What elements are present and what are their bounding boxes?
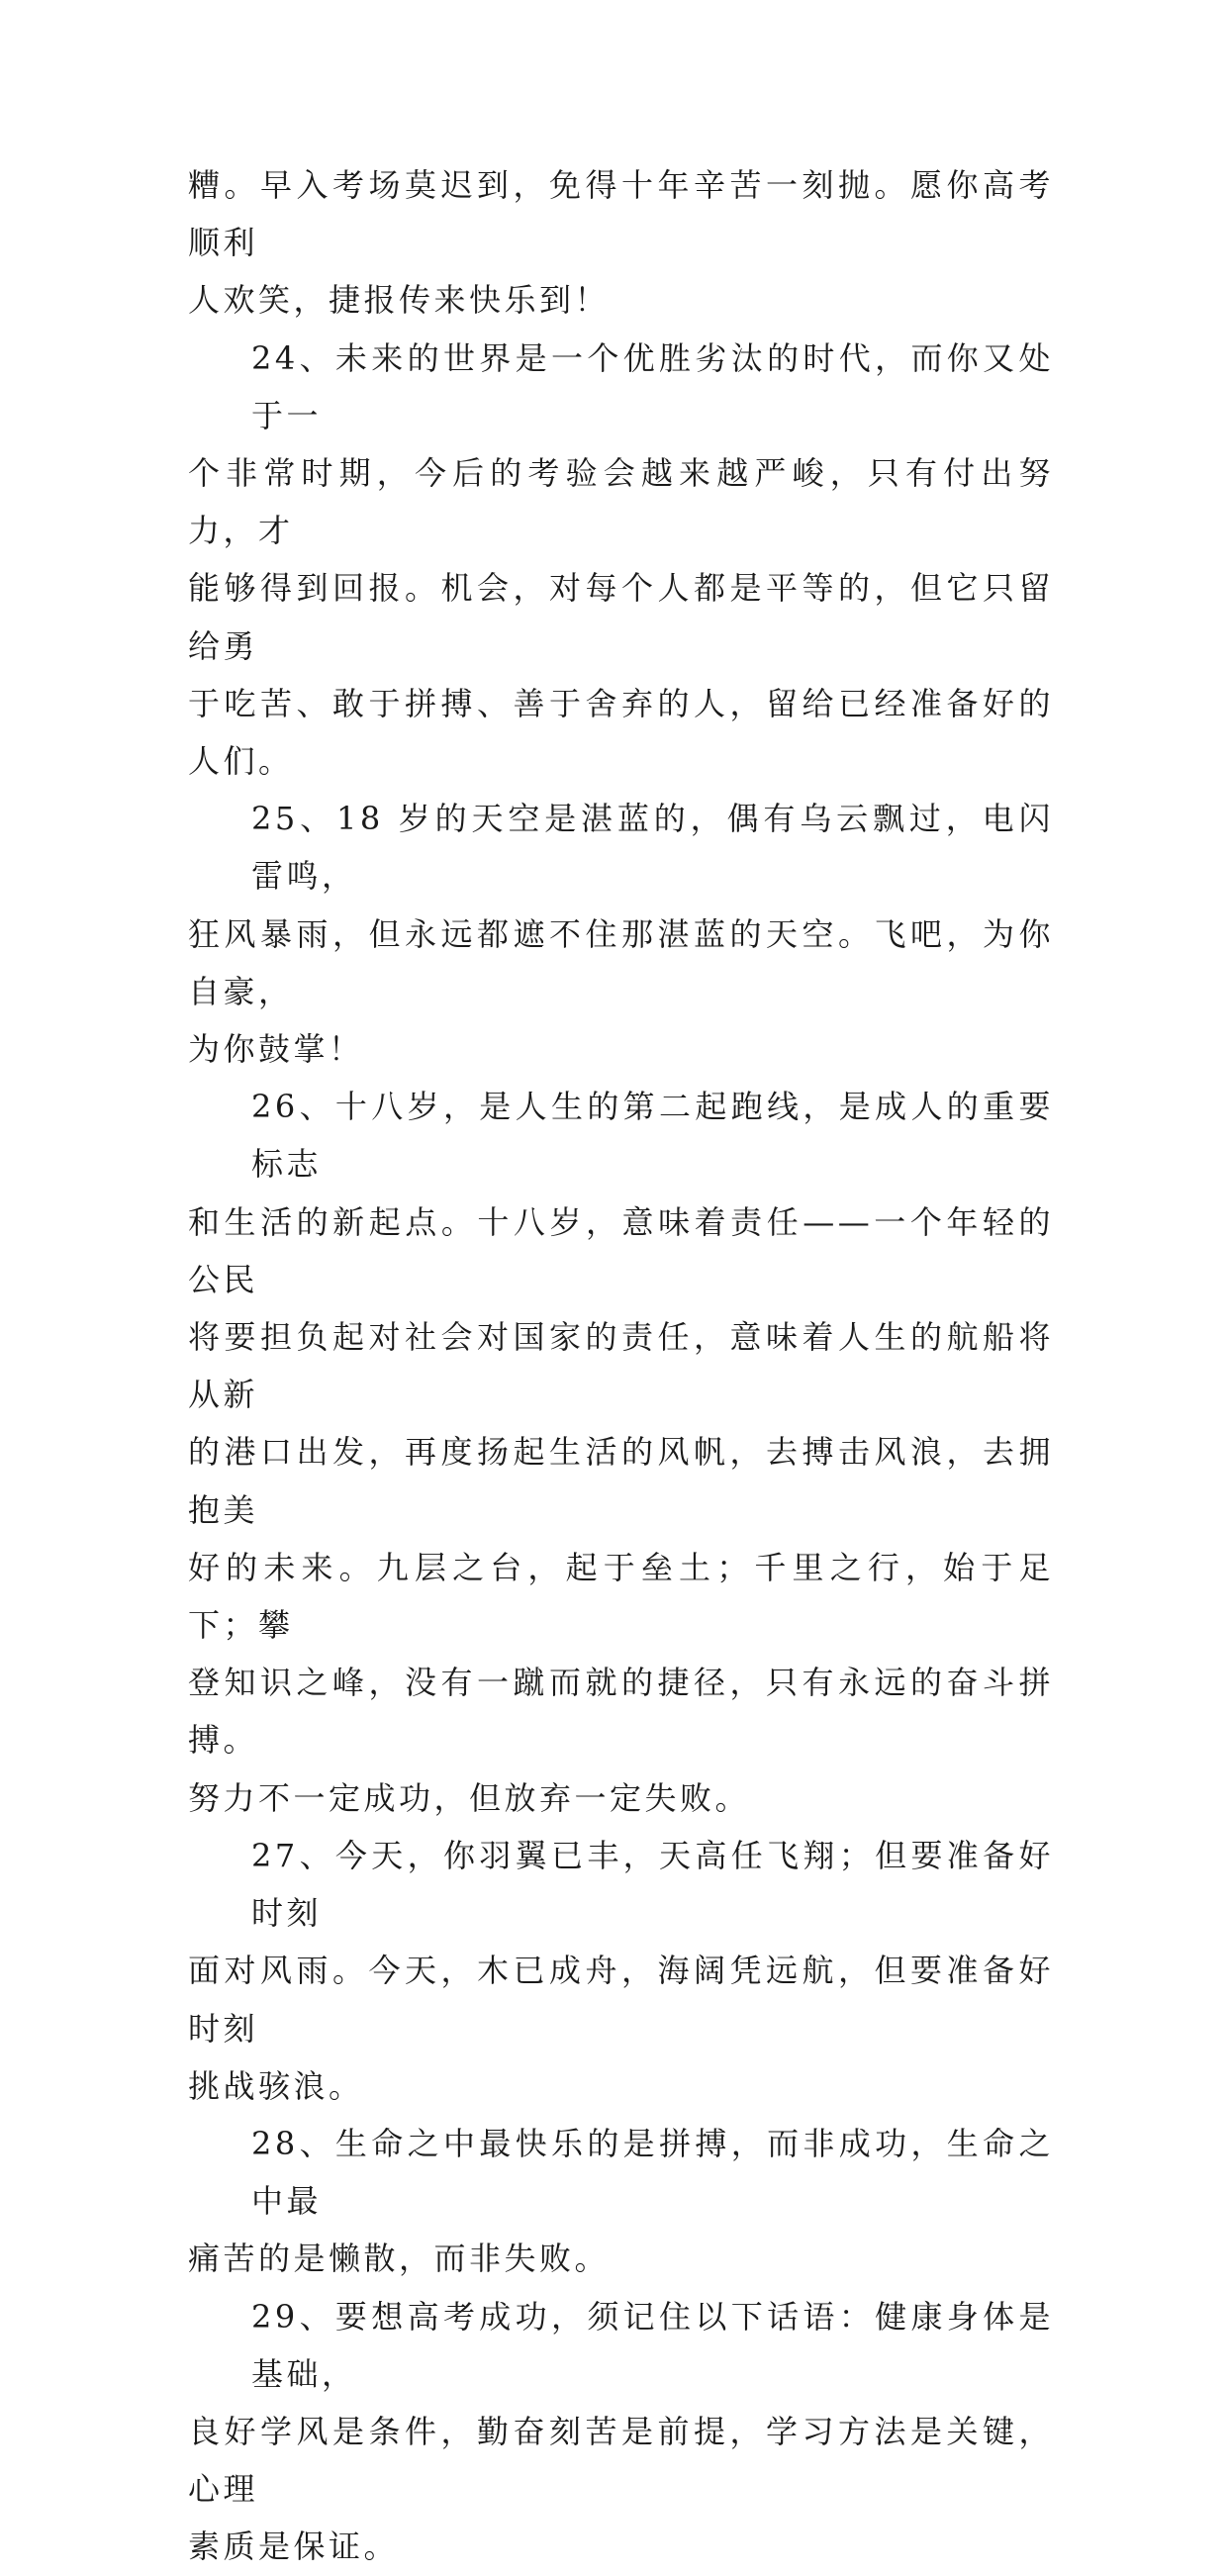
text-line: 个非常时期，今后的考验会越来越严峻，只有付出努力，才 bbox=[188, 454, 1054, 550]
text-line: 26、十八岁，是人生的第二起跑线，是成人的重要标志 bbox=[251, 1088, 1054, 1184]
paragraph-26 bbox=[188, 1078, 1054, 1827]
text-line: 25、18 岁的天空是湛蓝的，偶有乌云飘过，电闪雷鸣， bbox=[251, 800, 1054, 896]
text-line: 努力不一定成功，但放弃一定失败。 bbox=[188, 1778, 751, 1817]
text-line: 24、未来的世界是一个优胜劣汰的时代，而你又处于一 bbox=[251, 338, 1054, 434]
text-line: 28、生命之中最快乐的是拼搏，而非成功，生命之中最 bbox=[251, 2124, 1054, 2221]
text-line: 27、今天，你羽翼已丰，天高任飞翔；但要准备好时刻 bbox=[251, 1836, 1054, 1933]
paragraph-29 bbox=[188, 2288, 1054, 2576]
text-line: 好的未来。九层之台，起于垒土；千里之行，始于足下；攀 bbox=[188, 1548, 1054, 1645]
text-line: 人欢笑，捷报传来快乐到！ bbox=[188, 281, 611, 320]
text-line: 糟。早入考场莫迟到，免得十年辛苦一刻抛。愿你高考顺利 bbox=[188, 166, 1054, 262]
text-line: 于吃苦、敢于拼搏、善于舍弃的人，留给已经准备好的人们。 bbox=[188, 684, 1054, 781]
paragraph-continuation bbox=[188, 156, 1054, 330]
document-body bbox=[188, 156, 1054, 2576]
paragraph-24 bbox=[188, 330, 1054, 791]
text-line: 良好学风是条件，勤奋刻苦是前提，学习方法是关键，心理 bbox=[188, 2412, 1054, 2509]
text-line: 29、要想高考成功，须记住以下话语：健康身体是基础， bbox=[251, 2297, 1054, 2393]
text-line: 和生活的新起点。十八岁，意味着责任——一个年轻的公民 bbox=[188, 1202, 1054, 1298]
text-line: 素质是保证。 bbox=[188, 2528, 400, 2566]
text-line: 面对风雨。今天，木已成舟，海阔凭远航，但要准备好时刻 bbox=[188, 1952, 1054, 2048]
paragraph-27 bbox=[188, 1827, 1054, 2115]
text-line: 挑战骇浪。 bbox=[188, 2066, 364, 2105]
paragraph-28 bbox=[188, 2115, 1054, 2288]
text-line: 登知识之峰，没有一蹴而就的捷径，只有永远的奋斗拼搏。 bbox=[188, 1664, 1054, 1760]
paragraph-25 bbox=[188, 790, 1054, 1078]
text-line: 痛苦的是懒散，而非失败。 bbox=[188, 2240, 611, 2278]
text-line: 将要担负起对社会对国家的责任，意味着人生的航船将从新 bbox=[188, 1318, 1054, 1414]
text-line: 能够得到回报。机会，对每个人都是平等的，但它只留给勇 bbox=[188, 569, 1054, 665]
text-line: 的港口出发，再度扬起生活的风帆，去搏击风浪，去拥抱美 bbox=[188, 1433, 1054, 1529]
text-line: 为你鼓掌！ bbox=[188, 1030, 364, 1069]
text-line: 狂风暴雨，但永远都遮不住那湛蓝的天空。飞吧，为你自豪， bbox=[188, 914, 1054, 1010]
